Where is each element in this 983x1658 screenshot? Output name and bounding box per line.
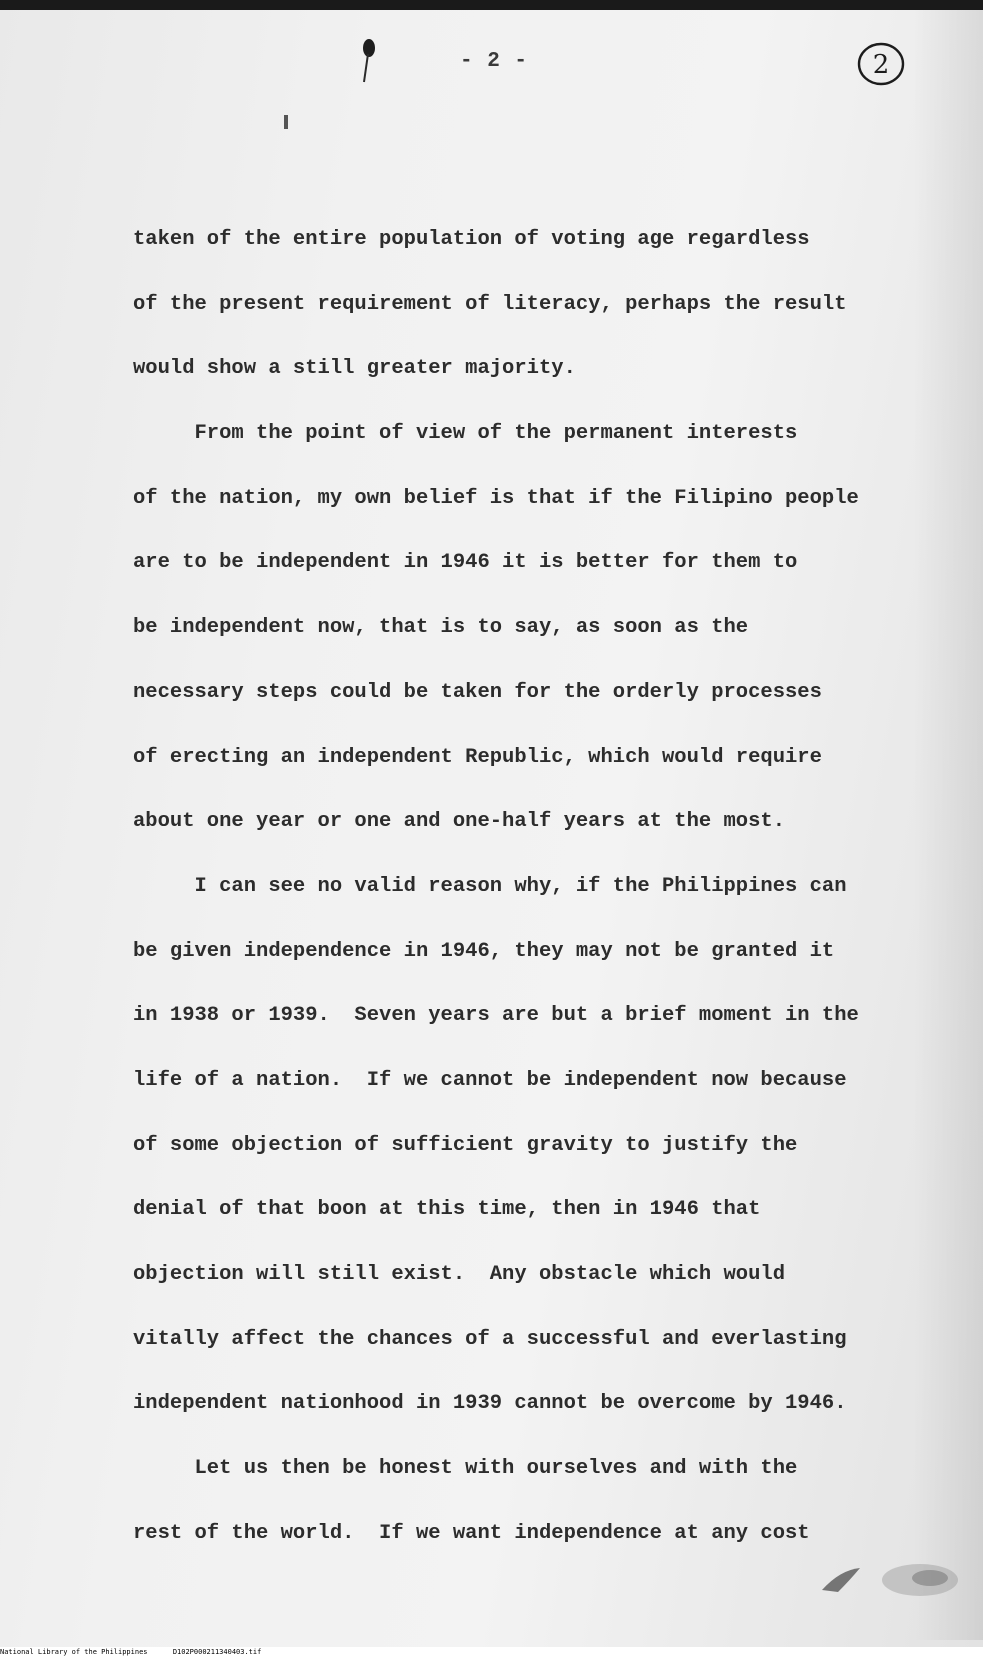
text-line: are to be independent in 1946 it is better for them to bbox=[133, 551, 798, 575]
handwritten-number-text: 2 bbox=[872, 50, 890, 80]
scan-footer bbox=[0, 1647, 983, 1658]
text-line: independent nationhood in 1939 cannot be overcome by 1946. bbox=[133, 1392, 847, 1416]
handwritten-circled-page-number bbox=[855, 40, 907, 88]
text-line: rest of the world. If we want independence at any cost bbox=[133, 1521, 810, 1545]
footer-file: D102P000211340403.tif bbox=[172, 1648, 262, 1656]
text-line: would show a still greater majority. bbox=[133, 357, 576, 381]
ink-tick-mark bbox=[284, 115, 288, 129]
text-line: taken of the entire population of voting age regardless bbox=[133, 228, 810, 251]
text-line: of some objection of sufficient gravity to justify the bbox=[133, 1133, 798, 1157]
text-line: Let us then be honest with ourselves and with the bbox=[133, 1457, 798, 1481]
ink-smudge-mark bbox=[820, 1540, 970, 1610]
text-line: of erecting an independent Republic, which would require bbox=[133, 745, 822, 769]
text-line: of the nation, my own belief is that if the Filipino people bbox=[133, 486, 859, 510]
text-line: vitally affect the chances of a successful and everlasting bbox=[133, 1327, 847, 1351]
ink-blot-mark bbox=[358, 36, 378, 86]
page-number: - 2 - bbox=[460, 50, 529, 73]
footer-source: National Library of the Philippines bbox=[0, 1648, 148, 1656]
typed-body-text bbox=[133, 208, 933, 1566]
scan-top-edge bbox=[0, 0, 983, 10]
text-line: From the point of view of the permanent interests bbox=[133, 422, 798, 446]
text-line: objection will still exist. Any obstacle which would bbox=[133, 1263, 786, 1286]
text-line: of the present requirement of literacy, perhaps the result bbox=[133, 292, 847, 316]
text-line: life of a nation. If we cannot be independent now because bbox=[133, 1068, 847, 1092]
text-line: denial of that boon at this time, then in 1946 that bbox=[133, 1198, 761, 1222]
text-line: be given independence in 1946, they may not be granted it bbox=[133, 939, 835, 963]
text-line: about one year or one and one-half years at the most. bbox=[133, 810, 786, 834]
text-line: I can see no valid reason why, if the Philippines can bbox=[133, 874, 847, 898]
text-line: necessary steps could be taken for the orderly processes bbox=[133, 680, 822, 704]
text-line: in 1938 or 1939. Seven years are but a brief moment in the bbox=[133, 1004, 859, 1028]
text-line: be independent now, that is to say, as soon as the bbox=[133, 616, 749, 640]
